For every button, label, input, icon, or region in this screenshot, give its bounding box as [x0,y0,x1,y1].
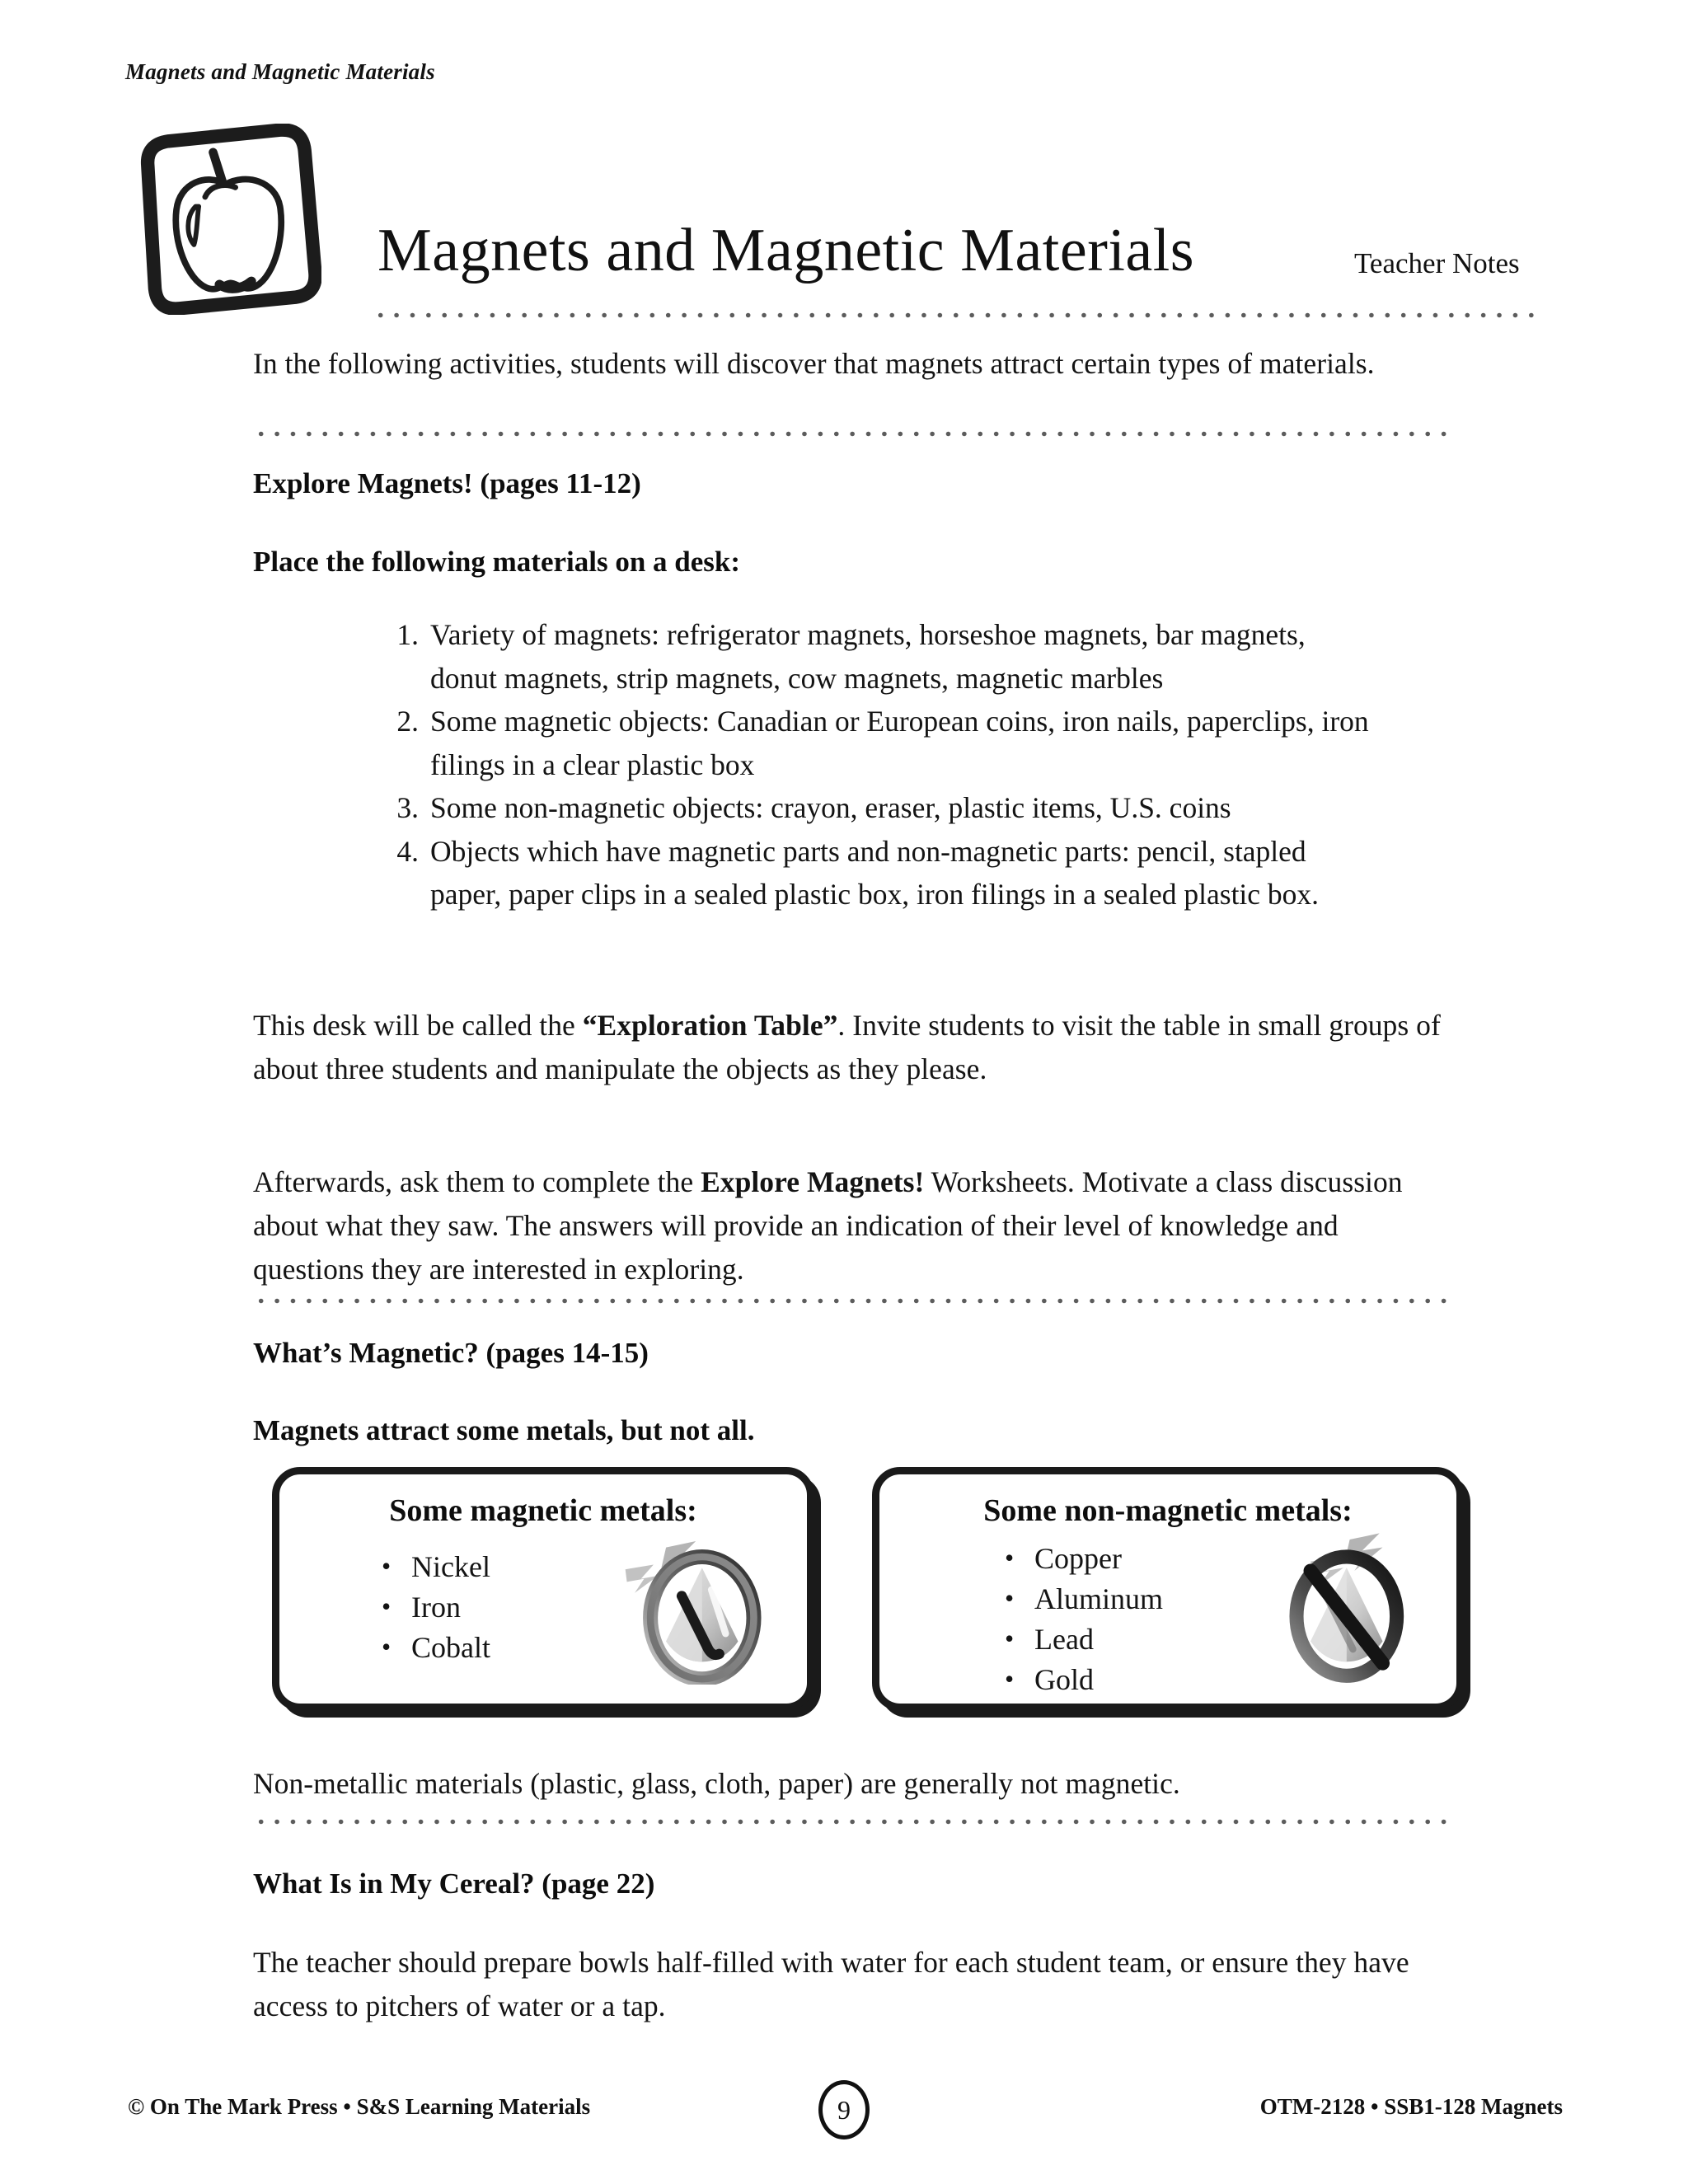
exploration-table-term: “Exploration Table” [582,1009,838,1042]
list-item-number: 1. [396,618,419,651]
non-magnetic-metals-box [872,1467,1464,1711]
section-heading-explore-magnets: Explore Magnets! (pages 11-12) [253,467,641,499]
list-item-text: Objects which have magnetic parts and non-magnetic parts: pencil, stapled paper, paper clips in a sealed plastic box, iron filings in a sealed plastic box. [430,834,1320,911]
section-heading-whats-magnetic: What’s Magnetic? (pages 14-15) [253,1337,649,1369]
subheading-magnets-attract: Magnets attract some metals, but not all. [253,1414,755,1446]
explore-magnets-term: Explore Magnets! [701,1165,925,1198]
list-item-text: Variety of magnets: refrigerator magnets, horseshoe magnets, bar magnets, donut magnets, strip magnets, cow magnets, magnetic marbles [430,618,1306,695]
page-number-badge [818,2080,870,2139]
title-wrap [377,115,1573,317]
magnet-crossed-out-icon [1265,1522,1422,1683]
list-item: • Lead [1001,1619,1163,1660]
section-heading-my-cereal: What Is in My Cereal? (page 22) [253,1868,655,1900]
exploration-table-paragraph [253,1004,1456,1091]
list-item: • Cobalt [378,1628,490,1668]
list-item [386,613,1375,700]
magnetic-metals-title: Some magnetic metals: [389,1493,697,1528]
list-item: • Iron [378,1587,490,1628]
afterwards-paragraph [253,1160,1448,1291]
list-item-number: 3. [396,791,419,824]
masthead [124,115,1574,317]
list-item [386,786,1375,830]
non-magnetic-metals-title: Some non-magnetic metals: [983,1493,1353,1528]
desk-text-before: This desk will be called the [253,1009,583,1042]
list-item: • Nickel [378,1547,490,1587]
apple-logo-icon [130,124,321,315]
running-header: Magnets and Magnetic Materials [125,59,435,84]
section-divider-2 [253,1297,1452,1305]
list-item: • Copper [1001,1539,1163,1579]
list-item: • Gold [1001,1660,1163,1700]
after-text-before: Afterwards, ask them to complete the [253,1165,701,1198]
non-metallic-paragraph: Non-metallic materials (plastic, glass, cloth, paper) are generally not magnetic. [253,1767,1180,1800]
page-number-text: 9 [837,2094,851,2125]
magnetic-metals-list [378,1547,490,1668]
section-divider-3 [253,1818,1452,1825]
list-item-number: 4. [396,834,419,868]
magnet-icon [621,1524,777,1685]
footer-copyright: © On The Mark Press • S&S Learning Materials [128,2094,591,2119]
non-magnetic-metals-list [1001,1539,1163,1700]
page-subtitle: Teacher Notes [1354,247,1520,279]
list-item-number: 2. [396,705,419,738]
list-item: • Aluminum [1001,1579,1163,1619]
magnetic-metals-box [272,1467,814,1711]
section-divider-1 [253,430,1452,438]
list-item-text: Some non-magnetic objects: crayon, eraser, plastic items, U.S. coins [430,791,1231,824]
cereal-paragraph: The teacher should prepare bowls half-filled with water for each student team, or ensure they have access to pitchers of water or a tap. [253,1946,1409,2022]
intro-paragraph: In the following activities, students will discover that magnets attract certain types of materials. [253,347,1375,380]
desk-text-after: . Invite students to visit the table in small groups of about three students and manipulate the objects as they please. [253,1009,1441,1085]
footer-product-code: OTM-2128 • SSB1-128 Magnets [1259,2094,1563,2119]
list-item-text: Some magnetic objects: Canadian or European coins, iron nails, paperclips, iron filings in a clear plastic box [430,705,1369,781]
after-text-after: Worksheets. Motivate a class discussion about what they saw. The answers will provide an indication of their level of knowledge and questions they are interested in exploring. [253,1165,1403,1286]
masthead-divider [373,312,1536,319]
materials-list [386,613,1375,916]
subheading-place-materials: Place the following materials on a desk: [253,546,741,578]
list-item [386,830,1375,916]
list-item [386,700,1375,786]
page-title: Magnets and Magnetic Materials [377,217,1195,284]
